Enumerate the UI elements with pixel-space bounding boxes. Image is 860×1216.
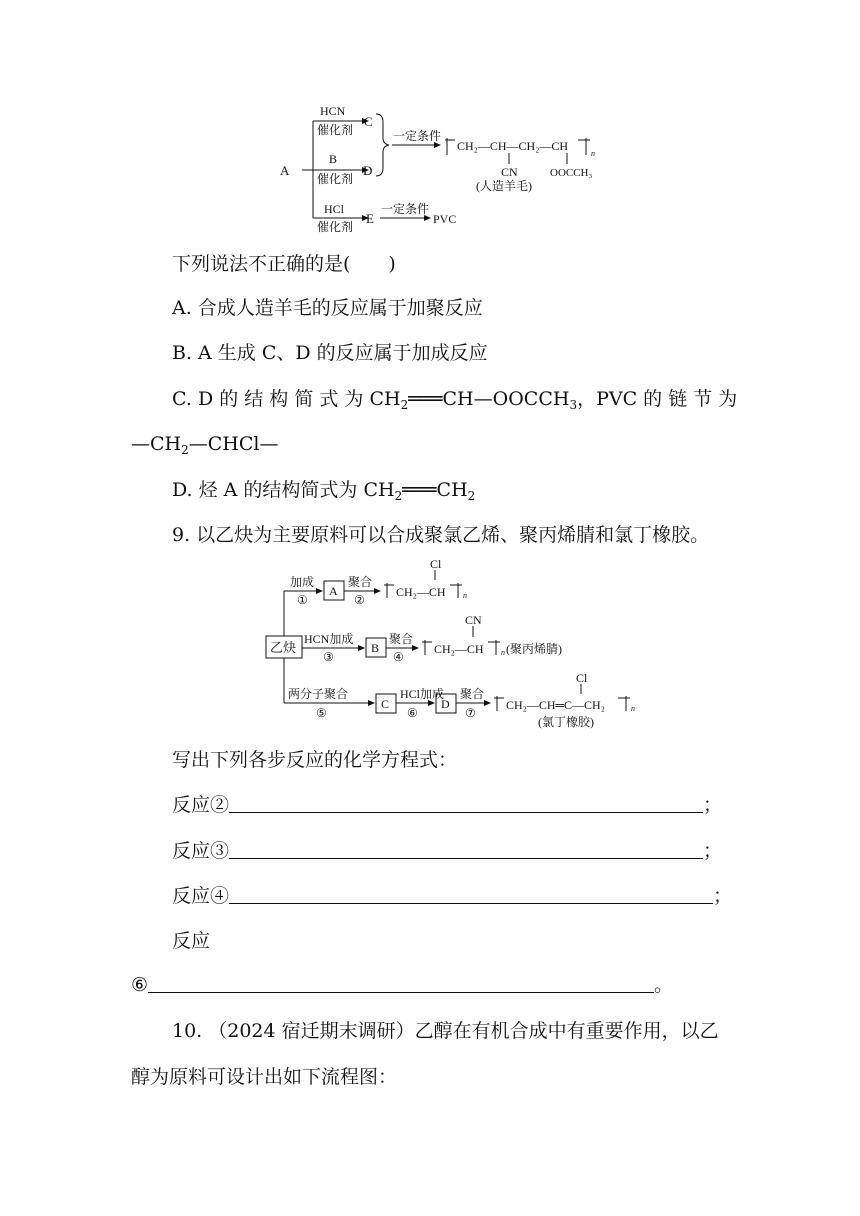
q9-stem: 9. 以乙炔为主要原料可以合成聚氯乙烯、聚丙烯腈和氯丁橡胶。 <box>172 524 710 546</box>
q10-stem-line-1: 10. （2024 宿迁期末调研）乙醇在有机合成中有重要作用，以乙 <box>172 1020 719 1042</box>
step-6-label: ⑥ <box>407 706 418 720</box>
condition-label-2: 一定条件 <box>381 202 430 216</box>
neoprene-main-chain: CH₂—CH═C—CH₂ <box>506 698 605 712</box>
q8-option-b: B. A 生成 C、D 的反应属于加成反应 <box>172 342 488 364</box>
step-1-label: ① <box>297 593 308 607</box>
diagram-2-svg <box>260 556 650 736</box>
reaction-diagram-1 <box>280 100 640 235</box>
compound-e-label: E <box>366 211 374 226</box>
catalyst-label-1: 催化剂 <box>317 123 354 137</box>
step-4-label: ④ <box>393 650 404 664</box>
reagent-hcn-label: HCN <box>320 104 346 118</box>
q8-option-c-continued: $—CH_2—CHCl—$ <box>131 433 279 457</box>
reaction-6-answer-line: ⑥ 。 <box>131 974 674 996</box>
polymerize-label-3: 聚合 <box>460 687 485 701</box>
compound-a-label: A <box>280 163 290 178</box>
acetylene-label: 乙炔 <box>270 640 297 655</box>
pan-name-label: (聚丙烯腈) <box>506 642 562 656</box>
catalyst-label-2: 催化剂 <box>317 172 354 186</box>
compound-a-box-label: A <box>329 584 338 598</box>
pan-cn-group: CN <box>465 613 482 627</box>
pvc-repeat-n: n <box>463 591 467 600</box>
hcl-addition-label: HCl加成 <box>400 687 445 701</box>
polymer-main-chain: CH₂—CH—CH₂—CH <box>457 139 569 153</box>
q9-prompt: 写出下列各步反应的化学方程式： <box>172 749 458 771</box>
step-2-label: ② <box>354 593 365 607</box>
catalyst-label-3: 催化剂 <box>317 220 354 234</box>
pvc-cl-group: Cl <box>430 557 442 571</box>
reaction-2-blank[interactable] <box>229 792 703 813</box>
q8-option-c <box>172 385 738 419</box>
pan-repeat-n: n <box>501 648 505 657</box>
reaction-6-label: 反应 <box>172 930 211 952</box>
compound-c-box-label: C <box>381 697 390 711</box>
reagent-hcl-label: HCl <box>324 202 345 216</box>
polymerize-label-1: 聚合 <box>348 575 373 589</box>
neoprene-repeat-n: n <box>631 704 635 713</box>
q8-option-d: D. 烃 A 的结构简式为 $CH_2═══CH_2$ <box>172 479 476 503</box>
q10-stem-line-2: 醇为原料可设计出如下流程图： <box>131 1066 398 1088</box>
q8-option-a: A. 合成人造羊毛的反应属于加聚反应 <box>172 297 483 319</box>
reaction-4-blank[interactable] <box>229 883 713 904</box>
reagent-b-label: B <box>329 152 338 166</box>
polymer-cn-group: CN <box>501 165 518 179</box>
product-name-label: (人造羊毛) <box>476 179 532 193</box>
addition-label: 加成 <box>290 575 315 589</box>
reaction-2-answer-line: 反应② ； <box>172 794 723 816</box>
pvc-main-chain: CH₂—CH <box>396 585 446 599</box>
reaction-6-blank[interactable] <box>148 972 654 993</box>
step-3-label: ③ <box>323 650 334 664</box>
neoprene-name-label: (氯丁橡胶) <box>538 715 594 729</box>
condition-label-1: 一定条件 <box>393 129 442 143</box>
reaction-4-answer-line: 反应④ ； <box>172 885 733 907</box>
compound-b-box-label: B <box>371 641 380 655</box>
dimerization-label: 两分子聚合 <box>288 687 349 701</box>
repeat-n-label: n <box>591 149 595 158</box>
polymerize-label-2: 聚合 <box>389 632 414 646</box>
reaction-diagram-2 <box>260 556 650 736</box>
pan-main-chain: CH₂—CH <box>434 642 484 656</box>
diagram-1-svg <box>280 100 640 235</box>
reaction-3-answer-line: 反应③ ； <box>172 840 723 862</box>
hcn-addition-label: HCN加成 <box>304 632 354 646</box>
polymer-oocch3-group: OOCCH₃ <box>550 167 593 179</box>
q8-stem: 下列说法不正确的是( ) <box>172 253 396 275</box>
reaction-3-blank[interactable] <box>229 838 703 859</box>
compound-d-box-label: D <box>441 697 450 711</box>
neoprene-cl-group: Cl <box>576 671 588 685</box>
q8-option-c-part2: ，PVC 的 链 节 为 <box>577 388 738 410</box>
compound-c-label: C <box>364 114 373 129</box>
step-5-label: ⑤ <box>316 706 327 720</box>
q8-option-c-part1: C. D 的 结 构 简 式 为 $CH_2═══CH—OOCCH_3$ <box>172 388 578 412</box>
compound-d-label: D <box>363 163 373 178</box>
step-7-label: ⑦ <box>465 706 476 720</box>
pvc-label: PVC <box>433 212 457 226</box>
